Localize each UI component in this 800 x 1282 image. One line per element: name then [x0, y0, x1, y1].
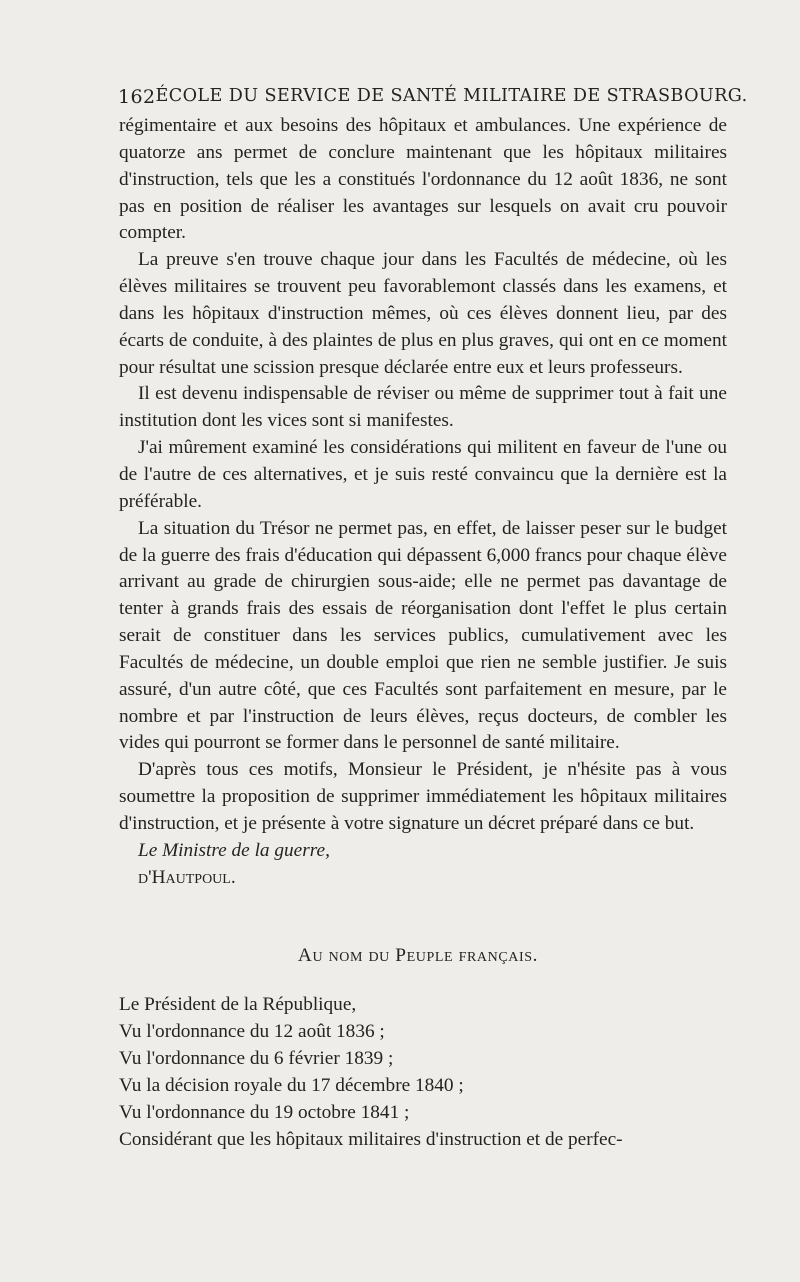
paragraph: La preuve s'en trouve chaque jour dans les Facultés de médecine, où les élèves militaires se trouvent peu favorablemont classés dans les examens, et dans les hôpitaux d'instruction mêmes, où ces élèves donnent lieu, par des écarts de conduite, à des plaintes de plus en plus graves, qui ont en ce moment pour résultat une scission presque déclarée entre eux et leurs professeurs.: [119, 249, 727, 378]
decree-line: Considérant que les hôpitaux militaires d'instruction et de perfec-: [119, 1128, 623, 1150]
signature-title: Le Ministre de la guerre,: [138, 839, 330, 861]
decree-preamble: [119, 992, 727, 1153]
page-number: 162: [118, 86, 156, 108]
page-body: [119, 113, 727, 1153]
running-header: [118, 86, 748, 108]
decree-line: Vu la décision royale du 17 décembre 1840 ;: [119, 1074, 464, 1096]
decree-line: Le Président de la République,: [119, 994, 357, 1016]
paragraph: Il est devenu indispensable de réviser ou même de supprimer tout à fait une institution dont les vices sont si manifestes.: [119, 383, 727, 432]
section-heading: Au nom du Peuple français.: [297, 945, 539, 967]
decree-line: Vu l'ordonnance du 19 octobre 1841 ;: [119, 1101, 410, 1123]
paragraph: régimentaire et aux besoins des hôpitaux et ambulances. Une expérience de quatorze ans permet de conclure maintenant que les hôpitaux militaires d'instruction, tels que les a constitués l'ordonnance du 12 août 1836, ne sont pas en position de réaliser les avantages sur lesquels on avait cru pouvoir compter.: [119, 115, 727, 244]
paragraph: D'après tous ces motifs, Monsieur le Président, je n'hésite pas à vous soumettre la proposition de supprimer immédiatement les hôpitaux militaires d'instruction, et je présente à votre signature un décret préparé dans ce but.: [119, 759, 727, 834]
running-title: ÉCOLE DU SERVICE DE SANTÉ MILITAIRE DE STRASBOURG.: [155, 86, 748, 106]
paragraph: J'ai mûrement examiné les considérations qui militent en faveur de l'une ou de l'autre de ces alternatives, et je suis resté convaincu que la dernière est la préférable.: [119, 437, 727, 512]
signature-block: [119, 838, 727, 865]
paragraph: La situation du Trésor ne permet pas, en effet, de laisser peser sur le budget de la guerre des frais d'éducation qui dépassent 6,000 francs pour chaque élève arrivant au grade de chirurgien sous-aide; elle ne permet pas davantage de tenter à grands frais des essais de réorganisation dont l'effet le plus certain serait de constituer dans les services publics, cumulativement avec les Facultés de médecine, un double emploi que rien ne semble justifier. Je suis assuré, d'un autre côté, que ces Facultés sont parfaitement en mesure, par le nombre et par l'instruction de leurs élèves, reçus docteurs, de combler les vides qui pourront se former dans le personnel de santé militaire.: [119, 517, 727, 754]
signature-name: d'Hautpoul.: [138, 866, 236, 888]
signature-name-line: [119, 865, 727, 892]
decree-line: Vu l'ordonnance du 6 février 1839 ;: [119, 1048, 394, 1069]
decree-line: Vu l'ordonnance du 12 août 1836 ;: [119, 1021, 385, 1043]
